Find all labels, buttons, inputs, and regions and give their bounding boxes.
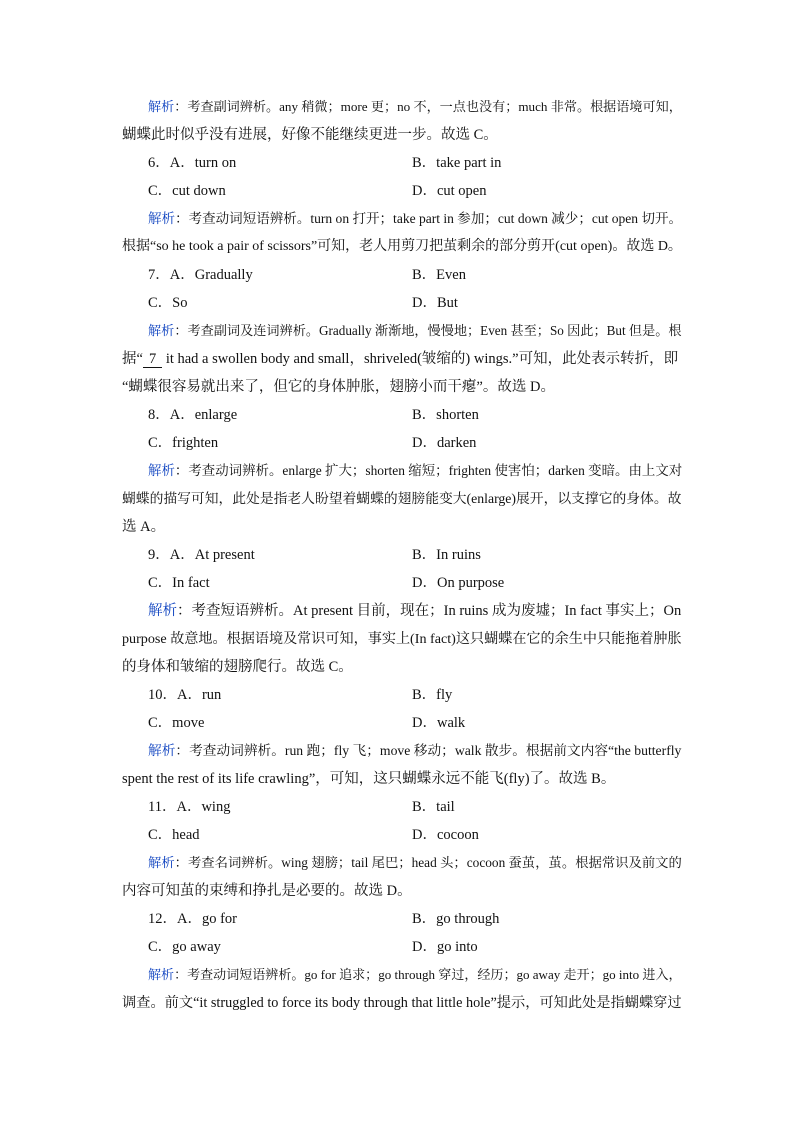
- q9-option-d: D．On purpose: [412, 575, 505, 591]
- q11-option-a: 11．A．wing: [148, 799, 231, 815]
- q7-option-b: B．Even: [412, 267, 466, 283]
- q6-option-d: D．cut open: [412, 183, 487, 199]
- q10-option-b: B．fly: [412, 687, 453, 703]
- q6-option-c: C．cut down: [148, 183, 226, 199]
- q8-option-c: C．frighten: [148, 435, 219, 451]
- analysis-label: 解析: [148, 967, 175, 982]
- q11-option-c: C．head: [148, 827, 200, 843]
- q7-option-d: D．But: [412, 295, 458, 311]
- q8-option-b: B．shorten: [412, 407, 479, 423]
- q10-analysis-line-2: spent the rest of its life crawling”，可知，这只蝴蝶永远不能飞(fly)了。故选 B。: [122, 771, 616, 787]
- q10-option-c: C．move: [148, 715, 205, 731]
- q9-option-b: B．In ruins: [412, 547, 481, 563]
- blank-underline: 7: [143, 351, 162, 368]
- q12-analysis-line-2: 调查。前文“it struggled to force its body through that little hole”提示，可知此处是指蝴蝶穿过: [122, 995, 682, 1011]
- q6-option-b: B．take part in: [412, 155, 502, 171]
- q9-analysis-line-2: purpose 故意地。根据语境及常识可知，事实上(In fact)这只蝴蝶在它的余生中只能拖着肿胀: [122, 631, 682, 647]
- q7-analysis-line-1: 解析：考查副词及连词辨析。Gradually 渐渐地，慢慢地；Even 甚至；So 因此；But 但是。根: [148, 323, 682, 338]
- q12-analysis-line-1: 解析：考查动词短语辨析。go for 追求；go through 穿过，经历；go away 走开；go into 进入，: [148, 967, 682, 982]
- q10-option-d: D．walk: [412, 715, 466, 731]
- analysis-label: 解析: [148, 211, 176, 226]
- q6-analysis-line-2: 根据“so he took a pair of scissors”可知，老人用剪刀把茧剩余的部分剪开(cut open)。故选 D。: [122, 239, 682, 254]
- q7-analysis-line-3: “蝴蝶很容易就出来了，但它的身体肿胀，翅膀小而干瘪”。故选 D。: [122, 379, 555, 395]
- analysis-label: 解析: [148, 99, 175, 114]
- q12-option-d: D．go into: [412, 939, 478, 955]
- q9-option-a: 9．A．At present: [148, 547, 255, 563]
- q12-option-a: 12．A．go for: [148, 911, 238, 927]
- q7-analysis-line-2: 据“ 7 it had a swollen body and small，shriveled(皱缩的) wings.”可知，此处表示转折，即: [122, 351, 679, 367]
- analysis-label: 解析: [148, 323, 175, 338]
- q8-option-a: 8．A．enlarge: [148, 407, 238, 423]
- q10-option-a: 10．A．run: [148, 687, 222, 703]
- q10-analysis-line-1: 解析：考查动词辨析。run 跑；fly 飞；move 移动；walk 散步。根据前文内容“the butterfly: [148, 743, 682, 758]
- q12-option-c: C．go away: [148, 939, 221, 955]
- q7-option-c: C．So: [148, 295, 188, 311]
- q6-option-a: 6．A．turn on: [148, 155, 237, 171]
- q5-analysis-line-1: 解析：考查副词辨析。any 稍微；more 更；no 不，一点也没有；much 非常。根据语境可知，: [148, 99, 682, 114]
- q11-option-d: D．cocoon: [412, 827, 479, 843]
- analysis-label: 解析: [148, 463, 175, 478]
- q9-analysis-line-3: 的身体和皱缩的翅膀爬行。故选 C。: [122, 659, 353, 675]
- q8-analysis-line-1: 解析：考查动词辨析。enlarge 扩大；shorten 缩短；frighten 使害怕；darken 变暗。由上文对: [148, 463, 683, 478]
- q9-option-c: C．In fact: [148, 575, 210, 591]
- q8-analysis-line-2: 蝴蝶的描写可知，此处是指老人盼望着蝴蝶的翅膀能变大(enlarge)展开，以支撑它的身体。故: [122, 491, 682, 506]
- analysis-label: 解析: [148, 855, 175, 870]
- q5-analysis-line-2: 蝴蝶此时似乎没有进展，好像不能继续更进一步。故选 C。: [122, 127, 498, 143]
- q6-analysis-line-1: 解析：考查动词短语辨析。turn on 打开；take part in 参加；cut down 减少；cut open 切开。: [148, 211, 683, 226]
- q8-analysis-line-3: 选 A。: [122, 519, 166, 535]
- q11-analysis-line-1: 解析：考查名词辨析。wing 翅膀；tail 尾巴；head 头；cocoon 蚕茧，茧。根据常识及前文的: [148, 855, 682, 870]
- q9-analysis-line-1: 解析：考查短语辨析。At present 目前，现在；In ruins 成为废墟；In fact 事实上；On: [148, 603, 682, 619]
- q11-analysis-line-2: 内容可知茧的束缚和挣扎是必要的。故选 D。: [122, 883, 412, 899]
- analysis-label: 解析: [148, 603, 177, 619]
- analysis-label: 解析: [148, 743, 176, 758]
- q11-option-b: B．tail: [412, 799, 455, 815]
- q12-option-b: B．go through: [412, 911, 500, 927]
- q8-option-d: D．darken: [412, 435, 477, 451]
- q7-option-a: 7．A．Gradually: [148, 267, 253, 283]
